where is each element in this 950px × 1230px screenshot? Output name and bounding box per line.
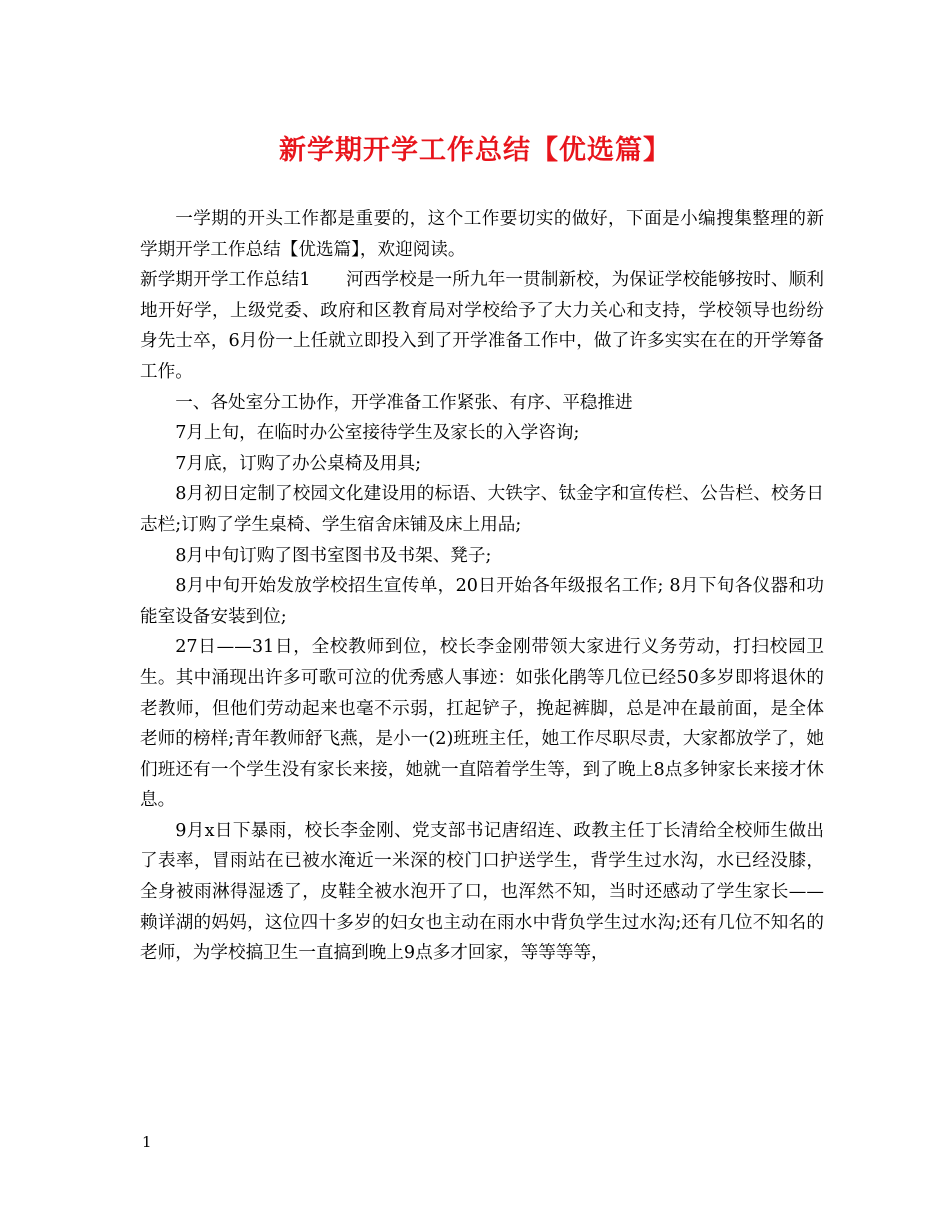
- page-number: 1: [142, 1133, 152, 1151]
- paragraph-july-end: 7月底，订购了办公桌椅及用具;: [175, 453, 422, 474]
- paragraph-rainstorm: 9月x日下暴雨，校长李金刚、党支部书记唐绍连、政教主任丁长清给全校师生做出了表率，冒雨站在已被水淹近一米深的校门口护送学生，背学生过水沟，水已经没膝，全身被雨淋得湿透了，皮鞋全被水泡开了口，也浑然不知，当时还感动了学生家长——赖详湖的妈妈，这位四十多岁的妇女也主动在雨水中背负学生过水沟;还有几位不知名的老师，为学校搞卫生一直搞到晚上9点多才回家，等等等等，: [140, 820, 824, 964]
- document-body: [140, 204, 824, 969]
- paragraph-july-early: 7月上旬，在临时办公室接待学生及家长的入学咨询;: [175, 423, 580, 444]
- paragraph-august-early: 8月初日定制了校园文化建设用的标语、大铁字、钛金字和宣传栏、公告栏、校务日志栏;订购了学生桌椅、学生宿舍床铺及床上用品;: [140, 484, 824, 535]
- section-heading-1: 一、各处室分工协作，开学准备工作紧张、有序、平稳推进: [175, 392, 633, 413]
- paragraph-summary-1: 新学期开学工作总结1 河西学校是一所九年一贯制新校，为保证学校能够按时、顺利地开好学，上级党委、政府和区教育局对学校给予了大力关心和支持，学校领导也纷纷身先士卒，6月份一上任就立即投入到了开学准备工作中，做了许多实实在在的开学筹备工作。: [140, 270, 824, 382]
- document-title: 新学期开学工作总结【优选篇】: [279, 135, 671, 166]
- paragraph-teachers-arrival: 27日——31日，全校教师到位，校长李金刚带领大家进行义务劳动，打扫校园卫生。其中涌现出许多可歌可泣的优秀感人事迹：如张化鹃等几位已经50多岁即将退休的老教师，但他们劳动起来也毫不示弱，扛起铲子，挽起裤脚，总是冲在最前面，是全体老师的榜样;青年教师舒飞燕，是小一(2)班班主任，她工作尽职尽责，大家都放学了，她们班还有一个学生没有家长来接，她就一直陪着学生等，到了晚上8点多钟家长来接才休息。: [140, 637, 824, 811]
- paragraph-august-mid-enrollment: 8月中旬开始发放学校招生宣传单，20日开始各年级报名工作; 8月下旬各仪器和功能室设备安装到位;: [140, 576, 824, 627]
- paragraph-august-mid-books: 8月中旬订购了图书室图书及书架、凳子;: [175, 545, 492, 566]
- paragraph-intro: 一学期的开头工作都是重要的，这个工作要切实的做好，下面是小编搜集整理的新学期开学工作总结【优选篇】，欢迎阅读。: [140, 209, 824, 260]
